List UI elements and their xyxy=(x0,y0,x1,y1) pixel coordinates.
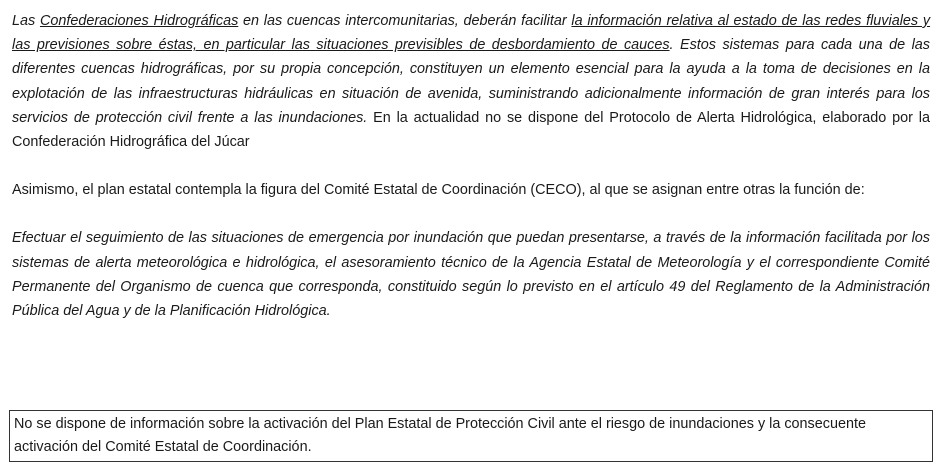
text-segment-protocolo: En la actualidad no se dispone del Protocolo de Alerta Hidrológica, elaborado por la Confederación Hidrográfica del Júcar xyxy=(12,109,930,151)
underlined-phrase-informacion: la información relativa al estado de las redes fluviales y las previsiones sobre éstas, en particular las situaciones previsibles de desbordamiento de cauces xyxy=(12,13,931,54)
note-text: No se dispone de información sobre la activación del Plan Estatal de Protección Civil ante el riesgo de inundaciones y la consecuente activación del Comité Estatal de Coordinación. xyxy=(14,416,866,455)
text-segment: Las xyxy=(12,13,40,29)
text-segment: . Estos sistemas para cada una de las diferentes cuencas hidrográficas, por su propia concepción, constituyen un elemento esencial para la ayuda a la toma de decisiones en la explotación de las infraestructuras hidráulicas en situación de avenida, suministrando adicionalmente información de gran interés para los servicios de protección civil frente a las inundaciones. xyxy=(12,37,930,126)
underlined-term-confederaciones: Confederaciones Hidrográficas xyxy=(39,13,239,29)
document-body xyxy=(12,0,930,323)
paragraph-ceco: Asimismo, el plan estatal contempla la figura del Comité Estatal de Coordinación (CECO), al que se asignan entre otras la función de: xyxy=(12,182,865,199)
paragraph-confederaciones xyxy=(12,0,930,154)
paragraph-funcion-ceco: Efectuar el seguimiento de las situaciones de emergencia por inundación que puedan presentarse, a través de la información facilitada por los sistemas de alerta meteorológica e hidrológica, el asesoramiento técnico de la Agencia Estatal de Meteorología y el correspondiente Comité Permanente del Organismo de cuenca que corresponda, constituido según lo previsto en el artículo 49 del Reglamento de la Administración Pública del Agua y de la Planificación Hidrológica. xyxy=(12,230,930,320)
text-segment: en las cuencas intercomunitarias, deberán facilitar xyxy=(238,13,572,29)
note-box xyxy=(9,410,933,462)
